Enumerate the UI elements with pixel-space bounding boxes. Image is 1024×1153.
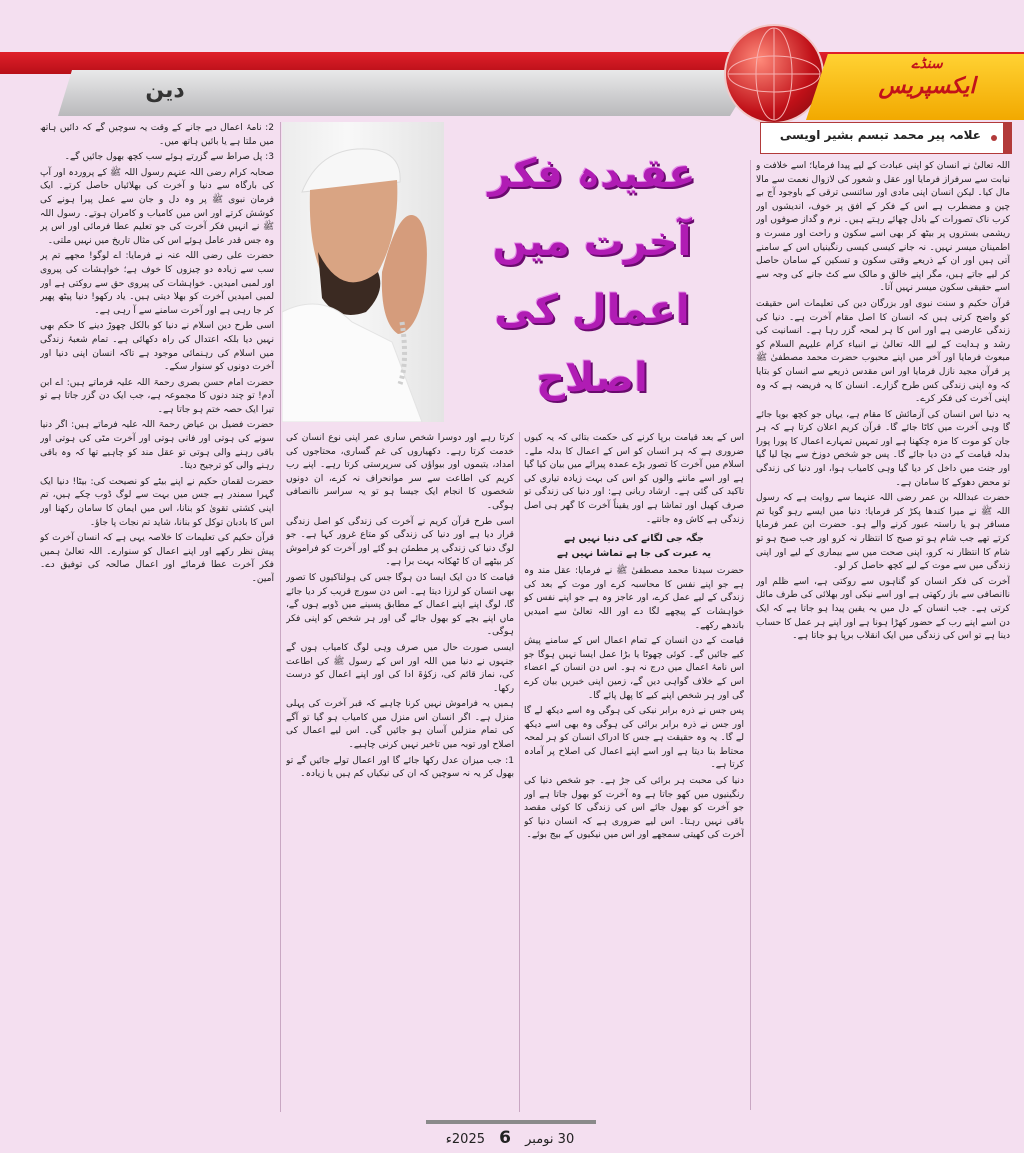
poem-couplet xyxy=(524,531,744,561)
footer-day: 30 xyxy=(557,1132,575,1147)
author-name: علامہ پیر محمد تبسم بشیر اویسی xyxy=(779,128,981,142)
praying-man-photo xyxy=(282,122,444,422)
bullet-icon xyxy=(991,135,997,141)
paragraph: پس جس نے ذرہ برابر نیکی کی ہوگی وہ اسے دیکھ لے گا اور جس نے ذرہ برابر برائی کی ہوگی وہ بھی اسے دیکھ لے گا۔ یہ وہ حقیقت ہے جس کا ادراک انسان کو ہر لمحہ محتاط بنا دیتا ہے اور اسے اپنے اعمال کی اصلاح پر آمادہ کرتا ہے۔ xyxy=(524,706,744,771)
page-footer xyxy=(400,1128,620,1148)
paragraph: کرتا رہے اور دوسرا شخص ساری عمر اپنی نوع انسان کی خدمت کرتا رہے۔ دکھیاروں کی غم گساری، محتاجوں کی امداد، یتیموں اور بیواؤں کی سرپرستی کرتا رہے۔ اپنے رب کریم کی اطاعت سے سر موانحراف نہ کرے، ان دونوں شخصوں کا انجام ایک جیسا ہو تو یہ سراسر ناانصافی ہوگی۔ xyxy=(286,433,514,511)
article-column-3 xyxy=(286,432,514,1112)
paragraph: 2: نامۂ اعمال دیے جانے کے وقت یہ سوچیں گے کہ دائیں ہاتھ میں ملتا ہے یا بائیں ہاتھ میں۔ xyxy=(40,123,274,147)
paragraph: حضرت عبداللہ بن عمر رضی اللہ عنہما سے روایت ہے کہ رسول اللہ ﷺ نے میرا کندھا پکڑ کر فرمایا: دنیا میں ایسے رہو گویا تم مسافر ہو یا راستہ عبور کرنے والے ہو۔ حضرت ابن عمر فرمایا کرتے تھے جب شام ہو تو صبح کا انتظار نہ کرو اور جب صبح ہو تو شام کا انتظار نہ کرو، اپنی صحت میں سے بیماری کے لیے اور اپنی زندگی میں سے موت کے لیے کچھ حاصل کر لو۔ xyxy=(756,493,1010,572)
page-number: 6 xyxy=(499,1128,511,1148)
paragraph: یہ دنیا اس انسان کی آزمائش کا مقام ہے، یہاں جو کچھ بویا جائے گا وہی آخرت میں کاٹا جائے گا۔ قرآن کریم اعلان کرتا ہے کہ ہر جان کو موت کا مزہ چکھنا ہے اور تمہیں تمہارے اعمال کا پورا پورا بدلہ قیامت کے دن دیا جائے گا۔ پس جو شخص دوزخ سے بچا لیا گیا اور جنت میں داخل کر دیا گیا وہی کامیاب ہوا، اور دنیا کی زندگی تو محض دھوکے کا سامان ہے۔ xyxy=(756,409,1010,488)
column-divider xyxy=(519,432,520,1112)
paragraph: قیامت کا دن ایک ایسا دن ہوگا جس کی ہولناکیوں کا تصور بھی انسان کو لرزا دیتا ہے۔ اس دن سورج قریب کر دیا جائے گا، لوگ اپنے اپنے اعمال کے مطابق پسینے میں ڈوبے ہوں گے، ماں اپنے بچے کو بھول جائے گی اور ہر شخص کو اپنی فکر ہوگی۔ xyxy=(286,572,514,638)
paragraph: اللہ تعالیٰ نے انسان کو اپنی عبادت کے لیے پیدا فرمایا؛ اسے خلافت و نیابت سے سرفراز فرمایا اور عقل و شعور کی لازوال نعمت سے مالا مال کیا۔ لیکن انسان اپنی مادی اور سائنسی ترقی کے باوجود آج بے چین و مضطرب ہے اس کے فکر کے افق پر خوف، اندیشوں اور کرب ناک تصورات کے بادل چھائے رہتے ہیں۔ نرم و گداز صوفوں اور ریشمی بستروں پر بیٹھ کر بھی اسے سکون و راحت اور مسرت و اطمینان میسر نہیں۔ نہ جانے کیسی کیسی رنگینیاں اس کے سامنے آتی ہیں اور ان کے ذریعے وقتی سکون و تسکین کے سامان حاصل کر لیے جاتے ہیں، مگر اپنے خالق و مالک سے کٹ جانے کی وجہ سے اسے حقیقی سکون میسر نہیں آتا۔ xyxy=(756,161,1010,294)
author-box xyxy=(760,122,1012,154)
footer-year: 2025ء xyxy=(445,1132,485,1147)
paragraph: قیامت کے دن انسان کے تمام اعمال اس کے سامنے پیش کیے جائیں گے۔ کوئی چھوٹا یا بڑا عمل ایسا نہیں ہوگا جو اس نامۂ اعمال میں درج نہ ہو۔ اس دن انسان کے اعضاء اس کے خلاف گواہی دیں گے، زمین اپنی خبریں بیان کرے گی اور ہر شخص اپنے کیے کا پھل پائے گا۔ xyxy=(524,636,744,701)
column-divider xyxy=(280,122,281,1112)
paragraph: حضرت علی رضی اللہ عنہ نے فرمایا: اے لوگو! مجھے تم پر سب سے زیادہ دو چیزوں کا خوف ہے؛ خواہشات کی پیروی اور لمبی امیدیں۔ خواہشات کی پیروی حق سے روکتی ہے اور لمبی امیدیں آخرت کو بھلا دیتی ہیں۔ یاد رکھو! دنیا پیٹھ پھیر کر جا رہی ہے اور آخرت سامنے سے آ رہی ہے۔ xyxy=(40,251,274,316)
poem-line: یہ عبرت کی جا ہے تماشا نہیں ہے xyxy=(557,548,711,560)
paragraph: آخرت کی فکر انسان کو گناہوں سے روکتی ہے، اسے ظلم اور ناانصافی سے باز رکھتی ہے اور اسے نیکی اور بھلائی کی طرف مائل کرتی ہے۔ جب انسان کے دل میں یہ یقین پیدا ہو جاتا ہے کہ ایک دن اسے اپنے رب کے حضور کھڑا ہونا ہے اور اپنے ہر عمل کا حساب دینا ہے تو اس کی زندگی میں ایک انقلاب برپا ہو جاتا ہے۔ xyxy=(756,576,1010,642)
footer-rule xyxy=(426,1120,596,1124)
paragraph: اسی طرح قرآن کریم نے آخرت کی زندگی کو اصل زندگی قرار دیا ہے اور دنیا کی زندگی کو متاع غرور کہا ہے۔ جو لوگ دنیا کی زندگی پر مطمئن ہو گئے اور آخرت کو فراموش کر بیٹھے ان کا ٹھکانہ بہت برا ہے۔ xyxy=(286,516,514,568)
article-column-1 xyxy=(756,160,1010,1110)
paragraph: حضرت فضیل بن عیاض رحمۃ اللہ علیہ فرماتے ہیں: اگر دنیا سونے کی ہوتی اور فانی ہوتی اور آخرت مٹی کی ہوتی اور باقی رہنے والی ہوتی تو عقل مند کو چاہیے تھا کہ وہ باقی رہنے والی کو ترجیح دیتا۔ xyxy=(40,420,274,472)
paragraph: حضرت امام حسن بصری رحمۃ اللہ علیہ فرماتے ہیں: اے ابن آدم! تو چند دنوں کا مجموعہ ہے، جب ایک دن گزر جاتا ہے تو تیرا ایک حصہ ختم ہو جاتا ہے۔ xyxy=(40,377,274,415)
paragraph: 1: جب میزان عدل رکھا جائے گا اور اعمال تولے جائیں گے تو بھول کر یہ نہ سوچیں کہ ان کی نیکیاں کم ہیں یا زیادہ۔ xyxy=(286,755,514,780)
globe-icon xyxy=(724,24,824,124)
title-line: آخرت میں xyxy=(492,219,692,265)
paragraph: ایسی صورت حال میں صرف وہی لوگ کامیاب ہوں گے جنہوں نے دنیا میں اللہ اور اس کے رسول ﷺ کی اطاعت کی، نماز قائم کی، زکوٰۃ ادا کی اور اپنے اعمال کو درست رکھا۔ xyxy=(286,642,514,694)
newspaper-logo xyxy=(842,56,1012,100)
paragraph: دنیا کی محبت ہر برائی کی جڑ ہے۔ جو شخص دنیا کی رنگینیوں میں کھو جاتا ہے وہ آخرت کو بھول جاتا ہے اور جو آخرت کو بھول جائے اس کی زندگی کا کوئی مقصد باقی نہیں رہتا۔ اس لیے ضروری ہے کہ انسان دنیا کو آخرت کی کھیتی سمجھے اور اس میں نیکیوں کے بیج بوئے۔ xyxy=(524,776,744,841)
paragraph: صحابہ کرام رضی اللہ عنہم رسول اللہ ﷺ کے پروردہ اور آپ کی بارگاہ سے دنیا و آخرت کی بھلائیاں حاصل کرتے۔ ایک فرمان نبوی ﷺ پر وہ دل و جان سے عمل پیرا ہونے کی کوشش کرتے اور اس میں کامیاب و کامران ہوتے۔ رسول اللہ ﷺ نے انہیں فکر آخرت کی جو تعلیم عطا فرمائی اور اس پر وہ جس قدر عامل ہوئے اس کی مثال تاریخ میں نہیں ملتی۔ xyxy=(40,167,274,246)
paragraph: اس کے بعد قیامت برپا کرنے کی حکمت بتائی کہ یہ کیوں ضروری ہے کہ ہر انسان کو اس کے اعمال کا بدلہ ملے۔ اسلام میں آخرت کا تصور بڑے عمدہ پیرائے میں بیان کیا گیا ہے اور اسے ماننے والوں کو اس کی بہت زیادہ تیاری کی تاکید کی گئی ہے۔ ارشاد ربانی ہے: اور دنیا کی زندگی تو صرف کھیل اور تماشا ہے اور یقیناً آخرت کا گھر ہی اصل زندگی ہے کاش وہ جانتے۔ xyxy=(524,433,744,525)
paragraph: قرآن حکیم و سنت نبوی اور بزرگان دین کی تعلیمات اس حقیقت کو واضح کرتی ہیں کہ انسان کا اصل مقام آخرت ہے۔ دنیا کی زندگی عارضی ہے اور اس کا ہر لمحہ گزر رہا ہے۔ انسانیت کی رشد و ہدایت کے لیے اللہ تعالیٰ نے انبیاء کرام علیہم السلام کو مبعوث فرمایا اور آخر میں اپنے محبوب حضرت محمد مصطفیٰ ﷺ پر قرآن مجید نازل فرمایا اور اس مقدس ذریعے سے انسان کو بتایا کہ وہ اپنی زندگی کس طرح گزارے۔ انسان کا یہ فریضہ ہے کہ وہ اپنی آخرت کی فکر کرے۔ xyxy=(756,298,1010,405)
paragraph: ہمیں یہ فراموش نہیں کرنا چاہیے کہ قبر آخرت کی پہلی منزل ہے۔ اگر انسان اس منزل میں کامیاب ہو گیا تو آگے کی تمام منزلیں آسان ہو جائیں گی۔ اس لیے اعمال کی اصلاح اور توبہ میں تاخیر نہیں کرنی چاہیے۔ xyxy=(286,699,514,751)
poem-line: جگہ جی لگانے کی دنیا نہیں ہے xyxy=(564,533,704,545)
column-divider xyxy=(750,160,751,1110)
article-column-2 xyxy=(524,432,744,1112)
praying-man-illustration xyxy=(282,122,444,422)
article-column-4 xyxy=(40,122,274,1112)
masthead xyxy=(0,0,1024,122)
footer-month: نومبر xyxy=(525,1132,554,1147)
title-line: اصلاح xyxy=(536,355,648,401)
paragraph: 3: پل صراط سے گزرتے ہوئے سب کچھ بھول جائیں گے۔ xyxy=(64,152,274,163)
paragraph: اسی طرح دین اسلام نے دنیا کو بالکل چھوڑ دینے کا حکم بھی نہیں دیا بلکہ اعتدال کی راہ دکھائی ہے۔ تمام شعبۂ زندگی میں اسلام کی رہنمائی موجود ہے تاکہ انسان اپنی دنیا اور آخرت دونوں کو سنوار سکے۔ xyxy=(40,321,274,373)
article-title xyxy=(448,140,736,432)
section-title: دین xyxy=(145,78,185,103)
paragraph: حضرت سیدنا محمد مصطفیٰ ﷺ نے فرمایا: عقل مند وہ ہے جو اپنے نفس کا محاسبہ کرے اور موت کے بعد کی زندگی کے لیے عمل کرے، اور عاجز وہ ہے جو اپنے نفس کو خواہشات کے پیچھے لگا دے اور اللہ تعالیٰ سے امیدیں باندھے رکھے۔ xyxy=(524,566,744,631)
logo-line-sunday: سنڈے xyxy=(911,56,943,72)
logo-line-express: ایکسپریس xyxy=(878,73,976,99)
title-line: اعمال کی xyxy=(494,287,690,333)
title-line: عقیدہ فکر xyxy=(488,151,696,197)
paragraph: حضرت لقمان حکیم نے اپنے بیٹے کو نصیحت کی: بیٹا! دنیا ایک گہرا سمندر ہے جس میں بہت سے لوگ ڈوب چکے ہیں، تم اپنی کشتی تقویٰ کو بنانا، اس میں ایمان کا سامان رکھنا اور اس کا بادبان توکل کو بنانا، شاید تم نجات پا جاؤ۔ xyxy=(40,476,274,528)
author-accent-bar xyxy=(1003,123,1011,153)
paragraph: قرآن حکیم کی تعلیمات کا خلاصہ یہی ہے کہ انسان آخرت کو پیش نظر رکھے اور اپنے اعمال کو سنوارے۔ اللہ تعالیٰ ہمیں فکر آخرت عطا فرمائے اور اعمال صالحہ کی توفیق دے۔ آمین۔ xyxy=(40,533,274,584)
